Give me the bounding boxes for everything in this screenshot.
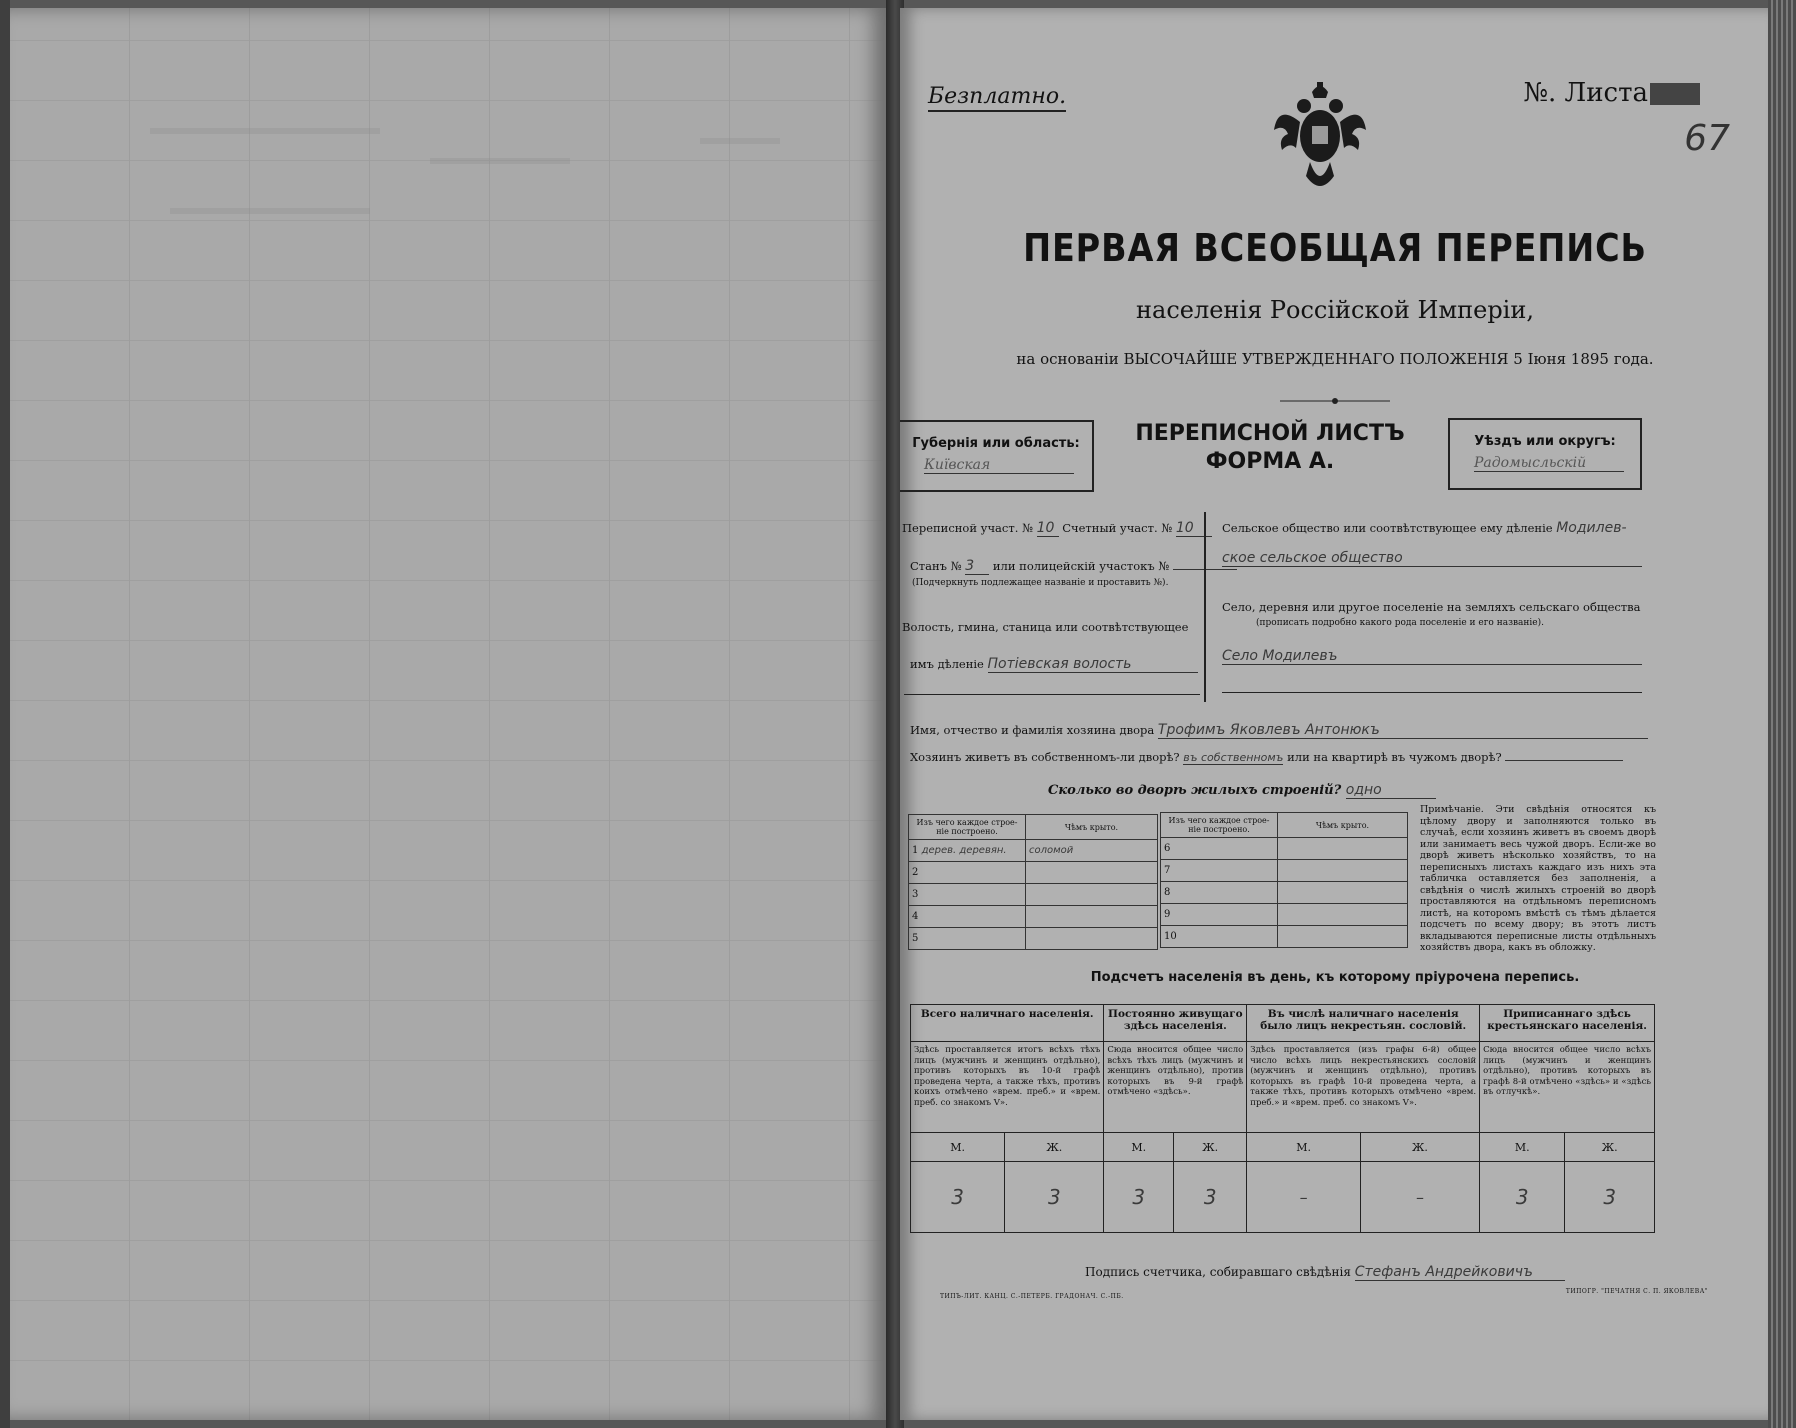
form-heading-line2: ФОРМА А. bbox=[1205, 449, 1335, 474]
buildings-note: Примѣчаніе. Эти свѣдѣнія относятся къ цѣлому двору и заполняются только въ случаѣ, если хозяинъ живетъ въ своемъ дворѣ или занимаетъ весь чужой дворъ. Если-же во дворѣ живетъ нѣсколько хозяйствъ, то на переписныхъ листахъ каждаго изъ нихъ эта табличка оставляется без заполненія, а свѣдѣнія о числѣ жилыхъ строеній во дворѣ проставляются на отдѣльномъ переписномъ листѣ, на которомъ вмѣстѣ съ тѣмъ дѣлается подсчетъ по всему двору; въ этотъ листъ вкладываются переписные листы отдѣльныхъ хозяйствъ двора, какъ въ обложку. bbox=[1420, 804, 1656, 953]
table-row: 2 bbox=[909, 862, 1158, 884]
volost-label: Волость, гмина, станица или соотвѣтствующее bbox=[902, 620, 1189, 634]
village-note: (прописать подробно какого рода поселеніе и его названіе). bbox=[1256, 618, 1544, 628]
table-row: 10 bbox=[1161, 926, 1408, 948]
buildings-table-right: Изъ чего каждое строе-ніе построено. Чѣмъ крыто. 6 7 8 9 10 bbox=[1160, 812, 1408, 948]
bleed-through-grid bbox=[10, 8, 888, 1420]
bleed-through-text bbox=[170, 208, 370, 214]
stan-field: Станъ № 3 или полицейскій участокъ № bbox=[910, 558, 1237, 575]
population-count-table bbox=[910, 1004, 1655, 1233]
table-row: 9 bbox=[1161, 904, 1408, 926]
rule bbox=[1222, 692, 1642, 693]
col-header-non-peasant: Въ числѣ наличнаго населенія было лицъ некрестьян. сословій. bbox=[1247, 1005, 1480, 1042]
table-row: 5 bbox=[909, 928, 1158, 950]
ornament-divider bbox=[1280, 396, 1390, 406]
sheet-number bbox=[1523, 78, 1700, 108]
society-field: Сельское общество или соотвѣтствующее ему дѣленіе Модилев- bbox=[1222, 520, 1627, 536]
enumerator-signature: Подпись счетчика, собиравшаго свѣдѣнія Стефанъ Андрейковичъ bbox=[1085, 1264, 1565, 1281]
underline-note: (Подчеркнуть подлежащее названіе и проставить №). bbox=[912, 578, 1169, 588]
sheet-number-label: №. Листа bbox=[1523, 78, 1648, 108]
col-desc-total: Здѣсь проставляется итогъ всѣхъ тѣхъ лицъ (мужчинъ и женщинъ отдѣльно), противъ которыхъ въ 10-й графѣ проведена черта, а также тѣхъ, противъ коихъ отмѣчено «врем. преб.» и «врем. преб. со знакомъ V». bbox=[911, 1042, 1104, 1133]
census-area-value: 10 bbox=[1037, 520, 1059, 537]
society-value-2: ское сельское общество bbox=[1222, 550, 1642, 567]
printer-imprint-left: ТИПЪ-ЛИТ. КАНЦ. С.-ПЕТЕРБ. ГРАДОНАЧ. С.-ПБ. bbox=[940, 1293, 1124, 1300]
gubernia-label: Губернія или область: bbox=[912, 436, 1080, 451]
count-values-row: 3 3 3 3 – – 3 3 bbox=[911, 1162, 1655, 1233]
village-field bbox=[1222, 648, 1642, 665]
table-row: 7 bbox=[1161, 860, 1408, 882]
buildings-value: одно bbox=[1346, 782, 1436, 799]
divider bbox=[1204, 512, 1206, 702]
table-row: 8 bbox=[1161, 882, 1408, 904]
printer-imprint-right: ТИПОГР. "ПЕЧАТНЯ С. П. ЯКОВЛЕВА" bbox=[1565, 1288, 1708, 1295]
owner-field: Имя, отчество и фамилія хозяина двора Трофимъ Яковлевъ Антонюкъ bbox=[910, 722, 1648, 739]
lives-value: въ собственномъ bbox=[1183, 751, 1284, 764]
buildings-table-left: Изъ чего каждое строе-ніе построено. Чѣмъ крыто. 1 дерев. деревян. соломой 2 3 4 5 bbox=[908, 814, 1158, 950]
census-area-field: Переписной участ. № 10 Счетный участ. № 10 bbox=[902, 520, 1212, 537]
table-row: 3 bbox=[909, 884, 1158, 906]
form-type-heading bbox=[1110, 420, 1430, 476]
count-area-value: 10 bbox=[1176, 520, 1212, 537]
col-desc-non-peasant: Здѣсь проставляется (изъ графы 6-й) общее число всѣхъ лицъ некрестьянскихъ сословій (мужчинъ и женщинъ отдѣльно), противъ которыхъ въ графѣ 10-й проведена черта, а также тѣхъ, противъ которыхъ отмѣчено «врем. преб.» и «врем. преб. со знакомъ V». bbox=[1247, 1042, 1480, 1133]
sex-header-row: М. Ж. М. Ж. М. Ж. М. Ж. bbox=[911, 1133, 1655, 1162]
lives-field: Хозяинъ живетъ въ собственномъ-ли дворѣ? въ собственномъ или на квартирѣ въ чужомъ дворѣ? bbox=[910, 750, 1623, 765]
volost-value: Потіевская волость bbox=[988, 656, 1198, 673]
sheet-number-stamp bbox=[1650, 83, 1700, 105]
book-edge bbox=[0, 0, 10, 1428]
village-label: Село, деревня или другое поселеніе на земляхъ сельскаго общества bbox=[1222, 600, 1641, 614]
table-row: 6 bbox=[1161, 838, 1408, 860]
signature-value: Стефанъ Андрейковичъ bbox=[1355, 1264, 1565, 1281]
table-row: 1 дерев. деревян. соломой bbox=[909, 840, 1158, 862]
bleed-through-text bbox=[430, 158, 570, 164]
form-heading-line1: ПЕРЕПИСНОЙ ЛИСТЪ bbox=[1135, 421, 1405, 446]
stan-value: 3 bbox=[965, 558, 989, 575]
population-count-title: Подсчетъ населенія въ день, къ которому пріурочена перепись. bbox=[1090, 970, 1580, 985]
society-value: Модилев- bbox=[1556, 520, 1627, 536]
double-headed-eagle-icon bbox=[1272, 78, 1368, 196]
gubernia-box bbox=[900, 420, 1094, 492]
gubernia-value: Київская bbox=[924, 457, 1074, 474]
col-header-total: Всего наличнаго населенія. bbox=[911, 1005, 1104, 1042]
page-stack-edge bbox=[1768, 0, 1796, 1428]
left-page-blank bbox=[10, 8, 888, 1420]
uezd-value: Радомысльскій bbox=[1474, 455, 1624, 472]
form-subtitle: населенія Россійской Имперіи, bbox=[1136, 296, 1534, 324]
table-row: 4 bbox=[909, 906, 1158, 928]
sheet-number-handwritten: 67 bbox=[1684, 118, 1730, 159]
col-desc-registered: Сюда вносится общее число всѣхъ лицъ (мужчинъ и женщинъ отдѣльно), противъ которыхъ въ графѣ 8-й отмѣчено «здѣсь» и «здѣсь въ отлучкѣ». bbox=[1480, 1042, 1655, 1133]
census-form-page bbox=[900, 8, 1770, 1420]
volost-field: имъ дѣленіе Потіевская волость bbox=[910, 656, 1198, 673]
bleed-through-text bbox=[700, 138, 780, 144]
col-header-registered: Приписаннаго здѣсь крестьянскаго населенія. bbox=[1480, 1005, 1655, 1042]
form-legal-basis: на основаніи ВЫСОЧАЙШЕ УТВЕРЖДЕННАГО ПОЛОЖЕНІЯ 5 Іюня 1895 года. bbox=[1016, 350, 1654, 368]
form-title: ПЕРВАЯ ВСЕОБЩАЯ ПЕРЕПИСЬ bbox=[1023, 226, 1647, 270]
col-desc-permanent: Сюда вносится общее число всѣхъ тѣхъ лицъ (мужчинъ и женщинъ отдѣльно), против которыхъ въ 9-й графѣ отмѣчено «здѣсь». bbox=[1104, 1042, 1247, 1133]
rule bbox=[904, 694, 1200, 695]
society-field-2 bbox=[1222, 550, 1642, 567]
uezd-box bbox=[1448, 418, 1642, 490]
bleed-through-text bbox=[150, 128, 380, 134]
col-header-permanent: Постоянно живущаго здѣсь населенія. bbox=[1104, 1005, 1247, 1042]
free-label: Безплатно. bbox=[928, 84, 1066, 112]
village-value: Село Модилевъ bbox=[1222, 648, 1642, 665]
uezd-label: Уѣздъ или округъ: bbox=[1474, 434, 1616, 449]
owner-value: Трофимъ Яковлевъ Антонюкъ bbox=[1158, 722, 1648, 739]
buildings-field: Сколько во дворѣ жилыхъ строеній? одно bbox=[1048, 782, 1436, 799]
